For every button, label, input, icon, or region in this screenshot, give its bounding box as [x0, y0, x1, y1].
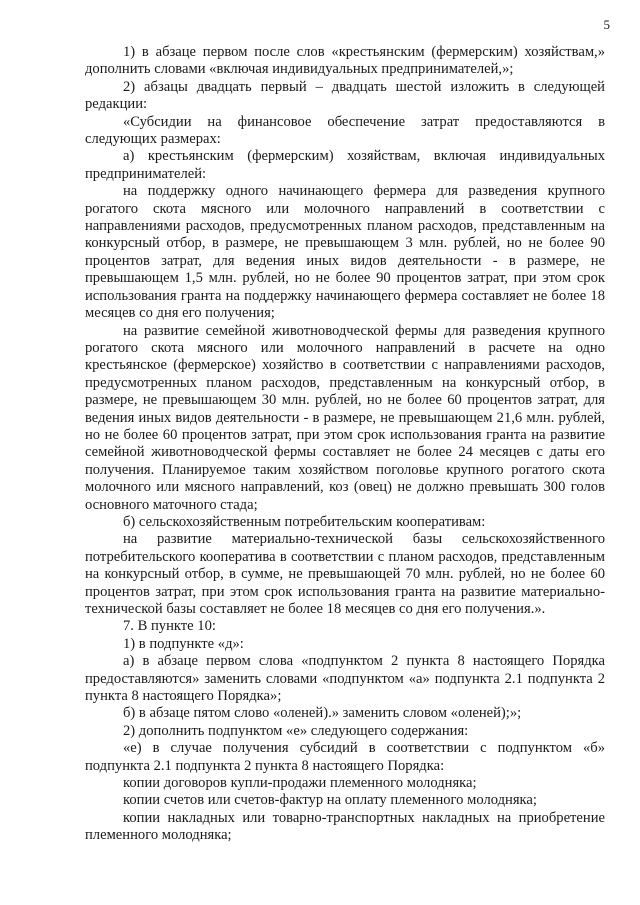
document-body	[85, 44, 605, 845]
paragraph: 1) в подпункте «д»:	[123, 635, 244, 652]
paragraph: 2) абзацы двадцать первый – двадцать шестой изложить в следующей редакции:	[85, 78, 605, 113]
paragraph: на поддержку одного начинающего фермера для разведения крупного рогатого скота мясного или молочного направлений в соответствии с направлениями расходов, предусмотренных планом расходов, представленным на конкурсный отбор, в размере, не превышающем 3 млн. рублей, но не более 90 процентов затрат, для ведения иных видов деятельности - в размере, не превышающем 1,5 млн. рублей, но не более 90 процентов затрат, при этом срок использования гранта на поддержку начинающего фермера составляет не более 18 месяцев со дня его получения;	[85, 183, 605, 322]
paragraph: 2) дополнить подпунктом «е» следующего содержания:	[123, 722, 469, 739]
paragraph: «Субсидии на финансовое обеспечение затрат предоставляются в следующих размерах:	[85, 113, 605, 148]
paragraph: «е) в случае получения субсидий в соответствии с подпунктом «б» подпункта 2.1 подпункта 2 пункта 8 настоящего Порядка:	[85, 740, 605, 774]
paragraph: копии договоров купли-продажи племенного молодняка;	[123, 775, 477, 792]
paragraph: на развитие семейной животноводческой фермы для разведения крупного рогатого скота мясного или молочного направлений в расчете на одно крестьянское (фермерское) хозяйство в соответствии с направлениями расходов, предусмотренных планом расходов, представленным на конкурсный отбор, в размере, не превышающем 30 млн. рублей, но не более 60 процентов затрат, для ведения иных видов деятельности - в размере, не превышающем 21,6 млн. рублей, но не более 60 процентов затрат, при этом срок использования гранта на развитие семейной животноводческой фермы составляет не более 24 месяцев с даты его получения. Планируемое таким хозяйством поголовье крупного рогатого скота молочного или мясного направлений, коз (овец) не должно превышать 300 голов основного маточного стада;	[85, 322, 605, 513]
paragraph: б) сельскохозяйственным потребительским кооперативам:	[123, 513, 486, 530]
paragraph: копии накладных или товарно-транспортных накладных на приобретение племенного молодняка;	[85, 809, 605, 844]
paragraph: а) в абзаце первом слова «подпунктом 2 пункта 8 настоящего Порядка предоставляются» заменить словами «подпунктом «а» подпункта 2.1 подпункта 2 пункта 8 настоящего Порядка»;	[85, 653, 605, 705]
paragraph: а) крестьянским (фермерским) хозяйствам, включая индивидуальных предпринимателей:	[85, 148, 605, 182]
paragraph: копии счетов или счетов-фактур на оплату племенного молодняка;	[123, 792, 537, 809]
paragraph: на развитие материально-технической базы сельскохозяйственного потребительского кооператива в соответствии с планом расходов, представленным на конкурсный отбор, в сумме, не превышающей 70 млн. рублей, но не более 60 процентов затрат, при этом срок использования гранта на развитие материально-технической базы составляет не более 18 месяцев со дня его получения.».	[85, 531, 605, 617]
paragraph: б) в абзаце пятом слово «оленей).» заменить словом «оленей);»;	[123, 705, 522, 722]
paragraph: 1) в абзаце первом после слов «крестьянским (фермерским) хозяйствам,» дополнить словами «включая индивидуальных предпринимателей,»;	[85, 44, 605, 78]
page-number: 5	[603, 17, 610, 32]
paragraph: 7. В пункте 10:	[123, 618, 216, 635]
